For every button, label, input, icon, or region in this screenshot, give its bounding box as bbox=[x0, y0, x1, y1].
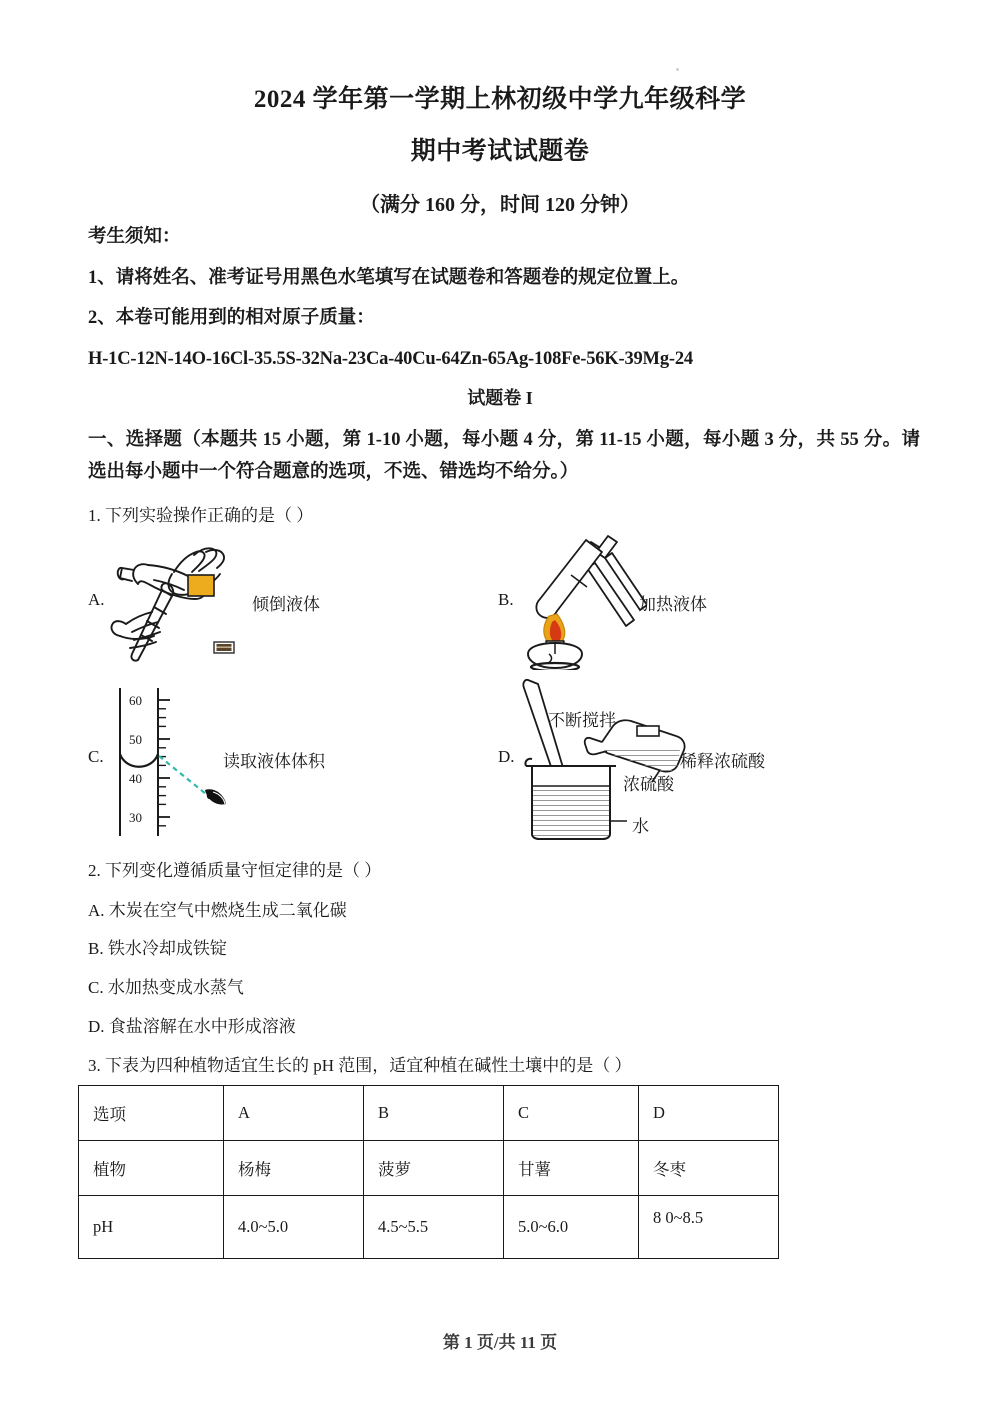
table-cell: 冬枣 bbox=[639, 1141, 779, 1196]
question-2-stem: 2. 下列变化遵循质量守恒定律的是（ ） bbox=[88, 861, 382, 880]
table-row-header: 植物 bbox=[79, 1141, 224, 1196]
svg-text:40: 40 bbox=[129, 771, 142, 786]
question-2-option-d: D. 食盐溶解在水中形成溶液 bbox=[88, 1017, 296, 1036]
label-water: 水 bbox=[632, 817, 649, 836]
table-cell: A bbox=[224, 1086, 364, 1141]
figure-heating-liquid bbox=[516, 530, 646, 670]
svg-text:60: 60 bbox=[129, 693, 142, 708]
table-cell bbox=[639, 1196, 779, 1259]
section-heading-choice: 一、选择题（本题共 15 小题，第 1-10 小题，每小题 4 分，第 11-15 小题，每小题 3 分，共 55 分。请选出每小题中一个符合题意的选项，不选、错选均不给分。） bbox=[88, 430, 920, 483]
question-1-option-c-caption: 读取液体体积 bbox=[223, 752, 325, 771]
question-1-option-d-letter: D. bbox=[498, 747, 515, 766]
table-cell: 4.5~5.5 bbox=[364, 1196, 504, 1259]
figure-diluting-acid bbox=[510, 678, 700, 843]
question-3-stem: 3. 下表为四种植物适宜生长的 pH 范围，适宜种植在碱性土壤中的是（ ） bbox=[88, 1056, 632, 1075]
question-1-option-b-letter: B. bbox=[498, 590, 514, 609]
table-cell: D bbox=[639, 1086, 779, 1141]
table-cell: 4.0~5.0 bbox=[224, 1196, 364, 1259]
table-row-header: 选项 bbox=[79, 1086, 224, 1141]
candidate-notice bbox=[88, 228, 912, 390]
question-1-option-a-caption: 倾倒液体 bbox=[252, 595, 320, 614]
table-cell: 杨梅 bbox=[224, 1141, 364, 1196]
question-1-option-a-letter: A. bbox=[88, 590, 105, 609]
figure-reading-volume bbox=[110, 686, 230, 838]
svg-text:50: 50 bbox=[129, 732, 142, 747]
table-row bbox=[79, 1141, 779, 1196]
notice-heading: 考生须知： bbox=[88, 227, 181, 247]
ph-range-table bbox=[78, 1085, 779, 1259]
paper-part-label: 试题卷 I bbox=[467, 388, 533, 408]
table-cell-text: 8 0~8.5 bbox=[653, 1208, 704, 1227]
table-cell: C bbox=[504, 1086, 639, 1141]
label-concentrated-acid: 浓硫酸 bbox=[623, 775, 674, 794]
atomic-mass-list: H-1C-12N-14O-16Cl-35.5S-32Na-23Ca-40Cu-64Zn-65Ag-108Fe-56K-39Mg-24 bbox=[88, 348, 693, 369]
question-1-option-c-letter: C. bbox=[88, 747, 104, 766]
table-cell: 5.0~6.0 bbox=[504, 1196, 639, 1259]
page-title-line2: 期中考试试题卷 bbox=[410, 138, 590, 165]
question-2-option-b: B. 铁水冷却成铁锭 bbox=[88, 939, 227, 958]
bottle-acid bbox=[603, 747, 680, 772]
exam-subtitle: （满分 160 分，时间 120 分钟） bbox=[360, 194, 640, 216]
question-2-option-a: A. 木炭在空气中燃烧生成二氧化碳 bbox=[88, 901, 347, 920]
notice-item-2: 2、本卷可能用到的相对原子质量： bbox=[88, 308, 375, 328]
beaker-water bbox=[533, 786, 609, 838]
table-cell: B bbox=[364, 1086, 504, 1141]
table-row bbox=[79, 1086, 779, 1141]
eye-icon bbox=[205, 789, 226, 804]
bottle-label bbox=[188, 575, 214, 596]
table-cell: 菠萝 bbox=[364, 1141, 504, 1196]
scan-speck bbox=[676, 68, 679, 71]
label-constant-stirring: 不断搅拌 bbox=[548, 711, 616, 730]
table-cell: 甘薯 bbox=[504, 1141, 639, 1196]
page-title-line1: 2024 学年第一学期上林初级中学九年级科学 bbox=[253, 86, 747, 113]
table-row bbox=[79, 1196, 779, 1259]
notice-item-1: 1、请将姓名、准考证号用黑色水笔填写在试题卷和答题卷的规定位置上。 bbox=[88, 267, 690, 288]
question-1-option-b-caption: 加热液体 bbox=[639, 595, 707, 614]
figure-pouring-liquid bbox=[110, 528, 260, 663]
table-row-header: pH bbox=[79, 1196, 224, 1259]
question-1-option-d-caption: 稀释浓硫酸 bbox=[680, 752, 765, 771]
sight-line bbox=[159, 756, 206, 794]
page-footer: 第 1 页/共 11 页 bbox=[442, 1333, 558, 1352]
question-1-stem: 1. 下列实验操作正确的是（ ） bbox=[88, 506, 314, 525]
svg-text:30: 30 bbox=[129, 810, 142, 825]
bottle-stopper-icon bbox=[213, 639, 235, 655]
question-2-option-c: C. 水加热变成水蒸气 bbox=[88, 978, 244, 997]
